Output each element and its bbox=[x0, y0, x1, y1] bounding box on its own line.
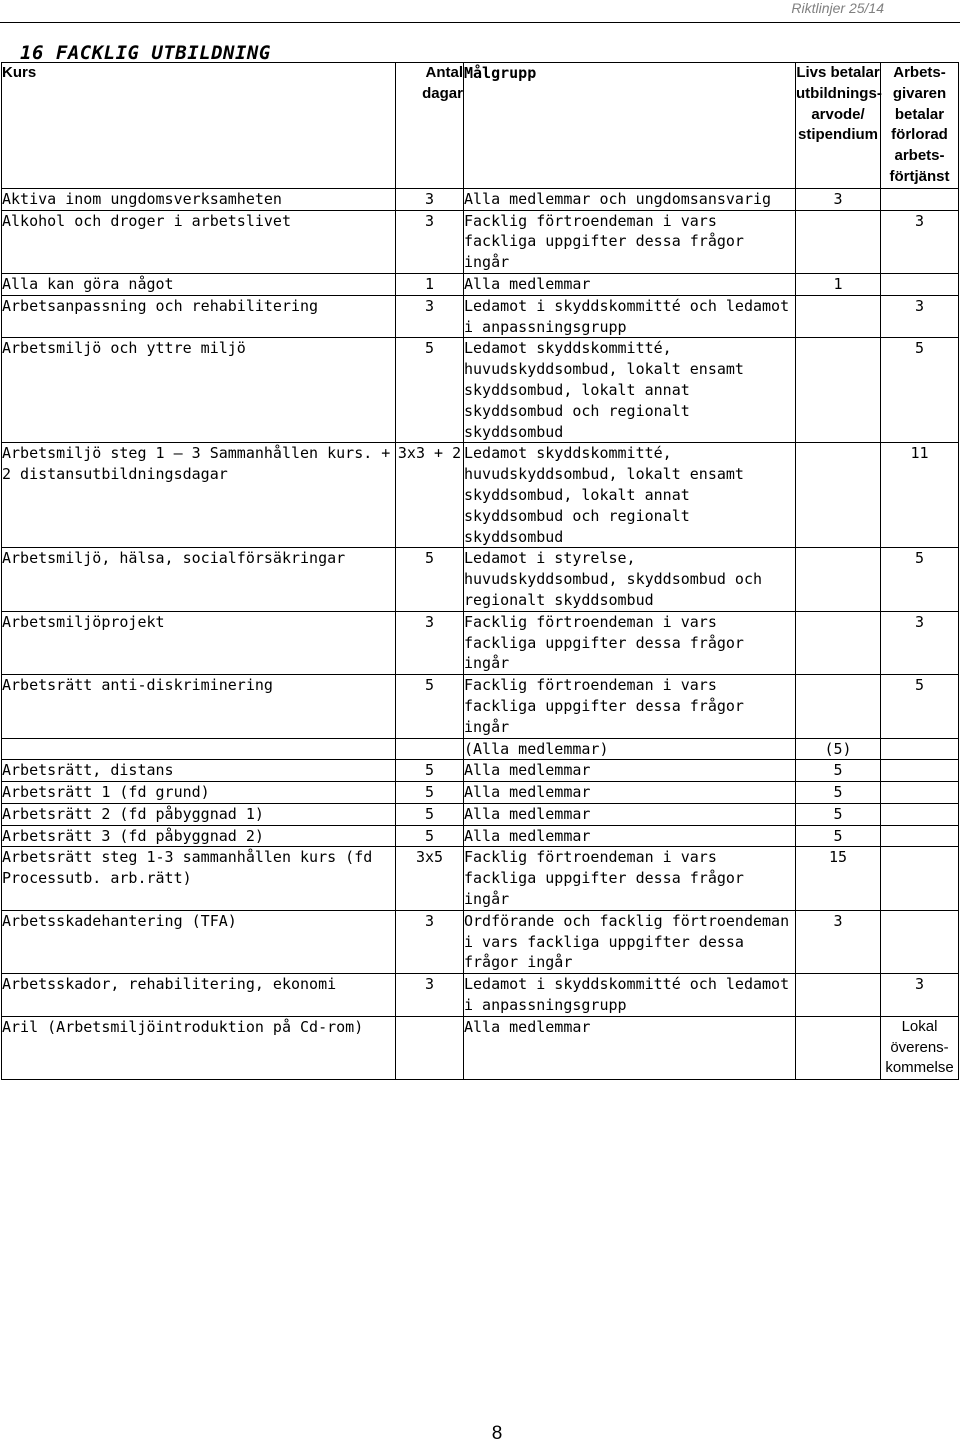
course-days bbox=[396, 738, 464, 760]
course-days: 3 bbox=[396, 611, 464, 674]
employer-pays bbox=[881, 273, 959, 295]
course-days: 5 bbox=[396, 548, 464, 611]
member-pays bbox=[796, 675, 881, 738]
table-row bbox=[2, 803, 959, 825]
course-name bbox=[2, 738, 396, 760]
course-target: Facklig förtroendeman i vars fackliga uppgifter dessa frågor ingår bbox=[464, 611, 796, 674]
section-title bbox=[20, 42, 271, 64]
course-days: 3 bbox=[396, 295, 464, 338]
employer-pays: 5 bbox=[881, 338, 959, 443]
course-name: Arbetsskador, rehabilitering, ekonomi bbox=[2, 974, 396, 1017]
table-row bbox=[2, 974, 959, 1017]
course-target: Ledamot skyddskommitté, huvudskyddsombud, lokalt ensamt skyddsombud, lokalt annat skyddsombud och regionalt skyddsombud bbox=[464, 443, 796, 548]
employer-pays: Lokal överens-kommelse bbox=[881, 1016, 959, 1079]
column-header-target: Målgrupp bbox=[464, 63, 796, 189]
member-pays: 5 bbox=[796, 782, 881, 804]
course-name: Arbetsanpassning och rehabilitering bbox=[2, 295, 396, 338]
member-pays bbox=[796, 611, 881, 674]
course-name: Aktiva inom ungdomsverksamheten bbox=[2, 188, 396, 210]
course-target: Ledamot i skyddskommitté och ledamot i anpassningsgrupp bbox=[464, 295, 796, 338]
course-target: Alla medlemmar bbox=[464, 273, 796, 295]
course-target: Facklig förtroendeman i vars fackliga uppgifter dessa frågor ingår bbox=[464, 210, 796, 273]
member-pays: 3 bbox=[796, 910, 881, 973]
course-name: Arbetsmiljö steg 1 – 3 Sammanhållen kurs. + 2 distansutbildningsdagar bbox=[2, 443, 396, 548]
column-header-member-pays: Livs betalar utbildnings-arvode/ stipendium bbox=[796, 63, 881, 189]
table-row bbox=[2, 782, 959, 804]
employer-pays: 3 bbox=[881, 295, 959, 338]
table-row bbox=[2, 910, 959, 973]
employer-pays: 5 bbox=[881, 675, 959, 738]
employer-pays: 11 bbox=[881, 443, 959, 548]
table-row bbox=[2, 760, 959, 782]
member-pays: 15 bbox=[796, 847, 881, 910]
member-pays: 3 bbox=[796, 188, 881, 210]
course-target: Facklig förtroendeman i vars fackliga uppgifter dessa frågor ingår bbox=[464, 675, 796, 738]
table-row bbox=[2, 611, 959, 674]
course-days: 1 bbox=[396, 273, 464, 295]
header-divider bbox=[0, 22, 960, 23]
table-row bbox=[2, 443, 959, 548]
table-body bbox=[2, 188, 959, 1079]
employer-pays: 3 bbox=[881, 210, 959, 273]
member-pays bbox=[796, 548, 881, 611]
member-pays bbox=[796, 1016, 881, 1079]
table-row bbox=[2, 1016, 959, 1079]
member-pays: (5) bbox=[796, 738, 881, 760]
employer-pays bbox=[881, 847, 959, 910]
course-name: Arbetsrätt 1 (fd grund) bbox=[2, 782, 396, 804]
course-name: Arbetsmiljöprojekt bbox=[2, 611, 396, 674]
course-days: 3 bbox=[396, 974, 464, 1017]
table-row bbox=[2, 847, 959, 910]
course-target: Ledamot i skyddskommitté och ledamot i anpassningsgrupp bbox=[464, 974, 796, 1017]
course-days: 5 bbox=[396, 825, 464, 847]
employer-pays bbox=[881, 760, 959, 782]
member-pays bbox=[796, 443, 881, 548]
course-name: Alkohol och droger i arbetslivet bbox=[2, 210, 396, 273]
table-row bbox=[2, 548, 959, 611]
table-row bbox=[2, 675, 959, 738]
course-target: Alla medlemmar och ungdomsansvarig bbox=[464, 188, 796, 210]
course-name: Arbetsmiljö, hälsa, socialförsäkringar bbox=[2, 548, 396, 611]
member-pays: 5 bbox=[796, 825, 881, 847]
member-pays bbox=[796, 974, 881, 1017]
course-target: Ordförande och facklig förtroendeman i vars fackliga uppgifter dessa frågor ingår bbox=[464, 910, 796, 973]
table-row bbox=[2, 210, 959, 273]
running-header: Riktlinjer 25/14 bbox=[791, 0, 884, 16]
table-row bbox=[2, 825, 959, 847]
column-header-course: Kurs bbox=[2, 63, 396, 189]
member-pays: 1 bbox=[796, 273, 881, 295]
column-header-employer-pays: Arbets-givaren betalar förlorad arbets-förtjänst bbox=[881, 63, 959, 189]
course-name: Arbetsrätt steg 1-3 sammanhållen kurs (fd Processutb. arb.rätt) bbox=[2, 847, 396, 910]
course-days: 3 bbox=[396, 188, 464, 210]
table-row bbox=[2, 338, 959, 443]
course-target: (Alla medlemmar) bbox=[464, 738, 796, 760]
member-pays bbox=[796, 295, 881, 338]
section-number: 16 bbox=[20, 42, 44, 64]
course-days: 3 bbox=[396, 910, 464, 973]
course-name: Arbetsrätt 3 (fd påbyggnad 2) bbox=[2, 825, 396, 847]
employer-pays bbox=[881, 738, 959, 760]
course-target: Alla medlemmar bbox=[464, 803, 796, 825]
course-name: Arbetsrätt anti-diskriminering bbox=[2, 675, 396, 738]
course-target: Alla medlemmar bbox=[464, 1016, 796, 1079]
course-name: Arbetsrätt, distans bbox=[2, 760, 396, 782]
course-target: Ledamot skyddskommitté, huvudskyddsombud, lokalt ensamt skyddsombud, lokalt annat skyddsombud och regionalt skyddsombud bbox=[464, 338, 796, 443]
employer-pays bbox=[881, 188, 959, 210]
table-row bbox=[2, 273, 959, 295]
employer-pays bbox=[881, 803, 959, 825]
column-header-days: Antal dagar bbox=[396, 63, 464, 189]
course-name: Arbetsmiljö och yttre miljö bbox=[2, 338, 396, 443]
course-target: Alla medlemmar bbox=[464, 782, 796, 804]
course-name: Alla kan göra något bbox=[2, 273, 396, 295]
course-target: Alla medlemmar bbox=[464, 825, 796, 847]
course-days: 5 bbox=[396, 675, 464, 738]
member-pays bbox=[796, 210, 881, 273]
course-days: 5 bbox=[396, 803, 464, 825]
course-name: Arbetsskadehantering (TFA) bbox=[2, 910, 396, 973]
table-header-row bbox=[2, 63, 959, 189]
course-name: Aril (Arbetsmiljöintroduktion på Cd-rom) bbox=[2, 1016, 396, 1079]
table-row bbox=[2, 295, 959, 338]
page-number: 8 bbox=[491, 1423, 503, 1444]
member-pays: 5 bbox=[796, 760, 881, 782]
employer-pays: 3 bbox=[881, 611, 959, 674]
member-pays bbox=[796, 338, 881, 443]
employer-pays: 3 bbox=[881, 974, 959, 1017]
course-days: 3x5 bbox=[396, 847, 464, 910]
course-days: 5 bbox=[396, 760, 464, 782]
employer-pays bbox=[881, 825, 959, 847]
employer-pays bbox=[881, 910, 959, 973]
course-days: 5 bbox=[396, 338, 464, 443]
section-title-text: FACKLIG UTBILDNING bbox=[55, 42, 271, 64]
course-table bbox=[1, 62, 959, 1080]
employer-pays bbox=[881, 782, 959, 804]
course-target: Alla medlemmar bbox=[464, 760, 796, 782]
course-days: 3x3 + 2 bbox=[396, 443, 464, 548]
member-pays: 5 bbox=[796, 803, 881, 825]
course-name: Arbetsrätt 2 (fd påbyggnad 1) bbox=[2, 803, 396, 825]
employer-pays: 5 bbox=[881, 548, 959, 611]
course-days: 5 bbox=[396, 782, 464, 804]
table-row bbox=[2, 738, 959, 760]
table-row bbox=[2, 188, 959, 210]
course-days bbox=[396, 1016, 464, 1079]
course-days: 3 bbox=[396, 210, 464, 273]
course-target: Ledamot i styrelse, huvudskyddsombud, skyddsombud och regionalt skyddsombud bbox=[464, 548, 796, 611]
course-target: Facklig förtroendeman i vars fackliga uppgifter dessa frågor ingår bbox=[464, 847, 796, 910]
